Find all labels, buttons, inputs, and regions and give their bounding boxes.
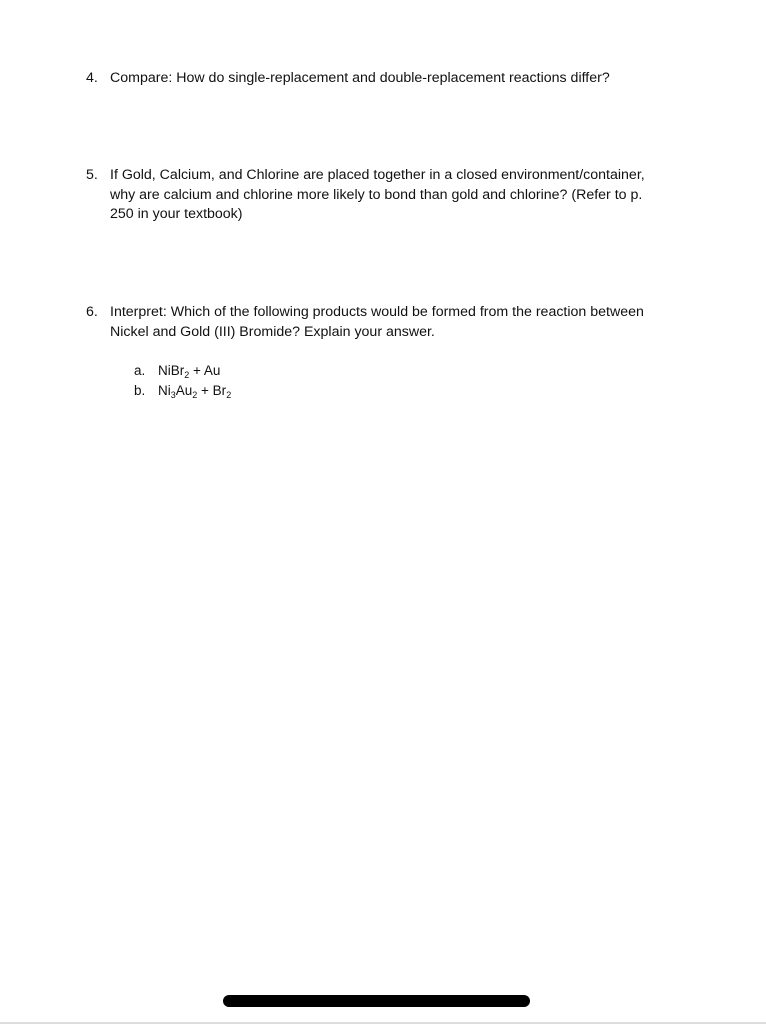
option-letter: b. [134, 383, 146, 398]
question-text [110, 69, 686, 89]
formula-text: + Br [197, 383, 227, 398]
option-formula [158, 361, 220, 381]
question-text-line: 250 in your textbook) [110, 206, 243, 222]
question-number: 6. [86, 304, 98, 320]
question-number: 5. [86, 167, 98, 183]
question-6 [86, 303, 686, 342]
question-text [110, 303, 686, 342]
question-text-line: Interpret: Which of the following products would be formed from the reaction between [110, 304, 644, 320]
formula-text: Ni [158, 383, 171, 398]
question-5 [86, 166, 686, 225]
question-text-line: If Gold, Calcium, and Chlorine are placed together in a closed environment/container, [110, 167, 645, 183]
option-b [134, 381, 231, 401]
home-indicator-bar[interactable] [223, 995, 530, 1007]
question-text-line: Compare: How do single-replacement and double-replacement reactions differ? [110, 70, 610, 86]
question-number: 4. [86, 70, 98, 86]
question-text [110, 166, 686, 225]
formula-subscript: 2 [226, 390, 232, 400]
formula-text: Au [175, 383, 193, 398]
option-letter: a. [134, 363, 146, 378]
formula-subscript: 2 [192, 390, 198, 400]
formula-text: NiBr [158, 363, 185, 378]
formula-text: + Au [189, 363, 221, 378]
formula-subscript: 2 [184, 370, 190, 380]
formula-subscript: 3 [170, 390, 176, 400]
question-text-line: Nickel and Gold (III) Bromide? Explain your answer. [110, 323, 435, 340]
option-a [134, 361, 231, 381]
answer-options [134, 361, 231, 401]
option-formula [158, 381, 231, 401]
question-4 [86, 69, 686, 89]
question-text-line: why are calcium and chlorine more likely to bond than gold and chlorine? (Refer to p. [110, 186, 643, 203]
